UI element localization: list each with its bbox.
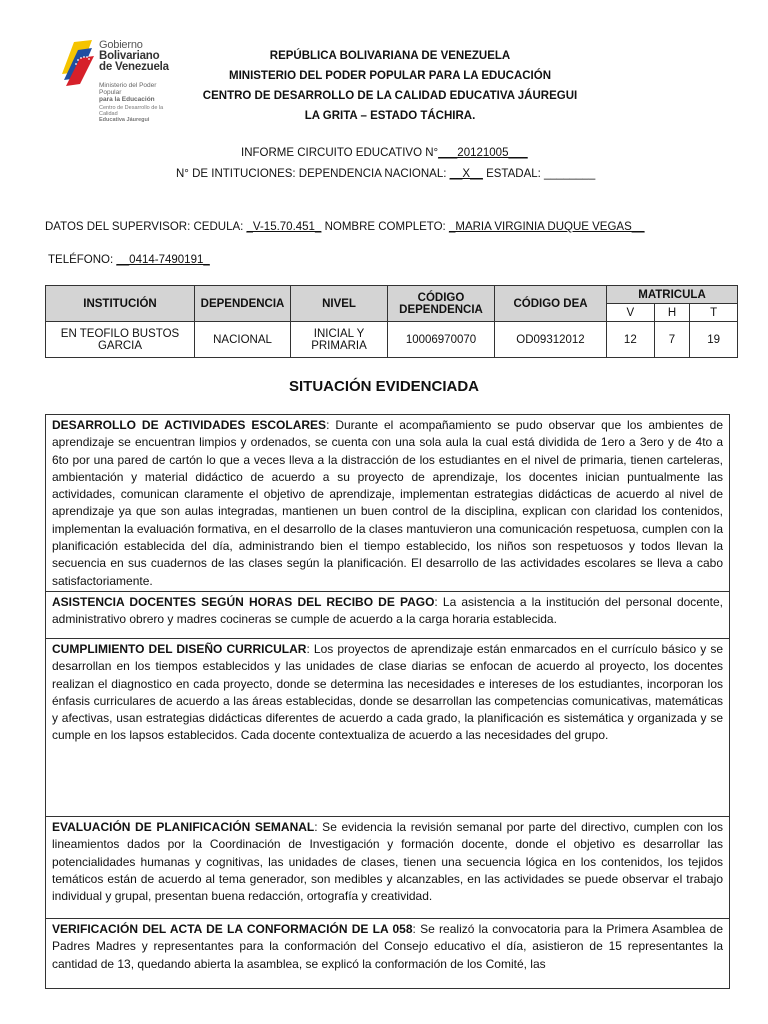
- th-nivel: NIVEL: [291, 286, 388, 322]
- center-text: [99, 105, 180, 123]
- report-box: [45, 414, 730, 989]
- th-institucion: INSTITUCIÓN: [46, 286, 195, 322]
- government-logo: [58, 32, 180, 124]
- informe-label: INFORME CIRCUITO EDUCATIVO N°: [241, 147, 439, 159]
- header-line3: CENTRO DE DESARROLLO DE LA CALIDAD EDUCATIVA JÁUREGUI: [202, 90, 578, 102]
- cell-h: 7: [654, 322, 690, 358]
- th-t: T: [690, 304, 738, 322]
- center-line1: Centro de Desarrollo de la Calidad: [99, 105, 164, 117]
- section-evaluacion: [46, 816, 729, 918]
- section-desarrollo: [46, 415, 729, 591]
- ministry-line1: Ministerio del Poder Popular: [99, 82, 157, 96]
- section-title: VERIFICACIÓN DEL ACTA DE LA CONFORMACIÓN DE LA 058: [52, 922, 413, 936]
- center-line2: Educativa Jáuregui: [99, 117, 150, 123]
- phone-label: TELÉFONO:: [48, 254, 114, 266]
- instituciones-line: [176, 168, 595, 180]
- cedula-value: _V-15.70.451_: [246, 221, 322, 233]
- cell-institucion: EN TEOFILO BUSTOS GARCIA: [46, 322, 195, 358]
- section-title: ASISTENCIA DOCENTES SEGÚN HORAS DEL RECIBO DE PAGO: [52, 595, 435, 609]
- table-row: [46, 322, 738, 358]
- th-v: V: [607, 304, 655, 322]
- cell-nivel: INICIAL Y PRIMARIA: [291, 322, 388, 358]
- estadal-value: ________: [544, 168, 596, 180]
- supervisor-label: DATOS DEL SUPERVISOR: CEDULA:: [45, 221, 244, 233]
- cell-dependencia: NACIONAL: [195, 322, 291, 358]
- section-text: : Durante el acompañamiento se pudo observar que los ambientes de aprendizaje se encuentran limpios y ordenados, se cuenta con una sola aula la cual está dividida de 1ero a 3ero y de 4to a 6to por una pared de cartón lo que a veces lleva a la distracción de los estudiantes en el nivel de primaria, tienen carteleras, ambientación y material didáctico de acuerdo a su proyecto de aprendizaje, los docentes inician puntualmente las actividades, comunican claramente el objetivo de aprendizaje, implementan estrategias didácticas de acuerdo al nivel de aprendizaje ya que son aulas integradas, mantienen un buen control de la disciplina, explican con claridad los contenidos, implementan la evaluación formativa, en el desarrollo de la clases mantuvieron una comunicación respetuosa, cumplen con la planificación establecida del día, administrando bien el tiempo establecido, los niños son respetuosos y todos llevan la secuencia en sus cuadernos de las clases según la planificación. El desarrollo de las actividades escolares se lleva a cabo satisfactoriamente.: [52, 418, 723, 588]
- brand-line3: de Venezuela: [99, 61, 169, 73]
- section-title: EVALUACIÓN DE PLANIFICACIÓN SEMANAL: [52, 820, 315, 834]
- section-text: : Los proyectos de aprendizaje están enmarcados en el currículo básico y se desarrollan en los tiempos establecidos y las unidades de clase diarias se enfocan de acuerdo al proyecto, los docentes realizan el diagnostico en cada proyecto, donde se determina las necesidades e intereses de los estudiantes, incorporan los énfasis curriculares de acuerdo a las áreas establecidas, donde se desarrollan las competencias comunicativas, matemáticas y afectivas, usan estrategias didácticas diferentes de acuerdo a cada grado, la planificación es sistemática y organizada y se cumple en los lapsos establecidos. Cada docente contextualiza de acuerdo a las necesidades del grupo.: [52, 642, 724, 743]
- section-title: CUMPLIMIENTO DEL DISEÑO CURRICULAR: [52, 642, 307, 656]
- section-text: : Se evidencia la revisión semanal por parte del directivo, cumplen con los lineamientos dados por la Coordinación de Investigación y formación docente, donde el objetivo es desarrollar las potencialidades humanas y cognitivas, las unidades de clases, tienen una secuencia lógica en los contenidos, los tejidos temáticos están de acuerdo al tema generador, son medibles y alcanzables, en las actividades se puede observar el trabajo individual y grupal, presentan buena redacción, ortografía y creatividad.: [52, 820, 723, 904]
- th-dependencia: DEPENDENCIA: [195, 286, 291, 322]
- th-matricula: MATRICULA: [607, 286, 738, 304]
- institution-table: [45, 285, 738, 358]
- section-text: : Se realizó la convocatoria para la Primera Asamblea de Padres Madres y representantes para la conformación del Consejo educativo el día, asistieron de 15 representantes la cantidad de 13, quedando abierta la asamblea, se explicó la conformación de los Comité, las: [52, 922, 724, 971]
- th-codigo-dea: CÓDIGO DEA: [495, 286, 607, 322]
- cell-t: 19: [690, 322, 738, 358]
- flag-icon: [58, 36, 96, 94]
- phone-value: __0414-7490191_: [116, 254, 210, 266]
- brand-line2: Bolivariano: [99, 50, 160, 62]
- nacional-value: __X__: [449, 168, 483, 180]
- th-codigo-dependencia: CÓDIGO DEPENDENCIA: [388, 286, 495, 322]
- section-asistencia: [46, 591, 729, 638]
- instituciones-label: N° DE INTITUCIONES: DEPENDENCIA NACIONAL:: [176, 168, 447, 180]
- informe-line: [241, 147, 528, 159]
- section-cumplimiento: [46, 638, 729, 816]
- th-h: H: [654, 304, 690, 322]
- ministry-line2: para la Educación: [99, 96, 155, 103]
- supervisor-line: [45, 221, 645, 233]
- document-header: [180, 46, 600, 126]
- header-line1: REPÚBLICA BOLIVARIANA DE VENEZUELA: [269, 50, 511, 62]
- brand-text: [99, 40, 169, 73]
- header-line4: LA GRITA – ESTADO TÁCHIRA.: [304, 110, 476, 122]
- header-line2: MINISTERIO DEL PODER POPULAR PARA LA EDUCACIÓN: [228, 70, 552, 82]
- informe-number: ___20121005___: [438, 147, 528, 159]
- cell-codigo-dea: OD09312012: [495, 322, 607, 358]
- section-text: : La asistencia a la institución del personal docente, administrativo obrero y madres cocineras se cumple de acuerdo a la carga horaria establecida.: [52, 595, 723, 627]
- name-value: _MARIA VIRGINIA DUQUE VEGAS__: [448, 221, 645, 233]
- section-title: DESARROLLO DE ACTIVIDADES ESCOLARES: [52, 418, 327, 432]
- estadal-label: ESTADAL:: [486, 168, 541, 180]
- section-verificacion: [46, 918, 729, 988]
- cell-v: 12: [607, 322, 655, 358]
- cell-codigo-dependencia: 10006970070: [388, 322, 495, 358]
- ministry-text: [99, 82, 180, 103]
- phone-line: [48, 254, 210, 266]
- situacion-title: SITUACIÓN EVIDENCIADA: [288, 378, 479, 395]
- brand-line1: Gobierno: [99, 39, 143, 51]
- name-label: NOMBRE COMPLETO:: [324, 221, 446, 233]
